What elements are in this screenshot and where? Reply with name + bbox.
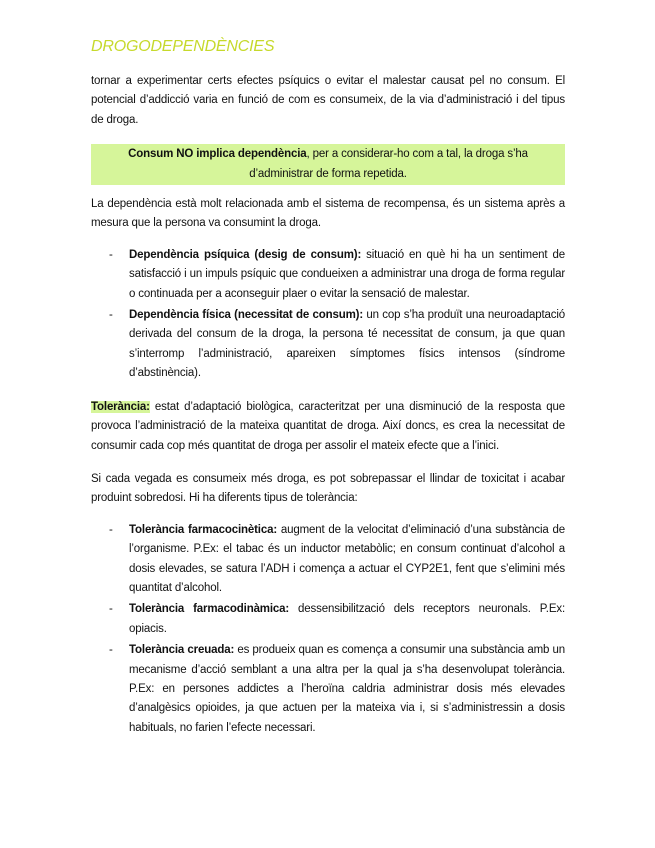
tolerance-term: Tolerància: [91,400,150,413]
list-item-term: Dependència física (necessitat de consum): [129,309,364,322]
tolerance-types-list [91,521,565,738]
tolerance-intro-paragraph: Si cada vegada es consumeix més droga, es pot sobrepassar el llindar de toxicitat i acabar produint sobredosi. Hi ha diferents tipus de tolerància: [91,472,565,505]
intro-paragraph: tornar a experimentar certs efectes psíquics o evitar el malestar causat pel no consum. El potencial d’addicció varia en funció de com es consumeix, de la via d’administració i del tipus de droga. [91,75,565,126]
list-item-text: dessensibilització dels receptors neuronals. P.Ex: opiacis. [129,603,565,635]
list-item-term: Tolerància creuada: [129,644,235,657]
callout-box [91,144,565,185]
tolerance-text: estat d’adaptació biològica, caracteritzat per una disminució de la resposta que provoca l’administració de la mateixa quantitat de droga. Així doncs, es crea la necessitat de consumir cada cop més quantitat de droga per assolir el mateix efecte que a l’inici. [91,400,565,452]
list-item-term: Tolerància farmacodinàmica: [129,603,290,616]
list-item [91,306,565,384]
list-item [91,641,565,738]
list-item-term: Dependència psíquica (desig de consum): [129,248,362,261]
list-item-text: situació en què hi ha un sentiment de satisfacció i un impuls psíquic que condueixen a administrar una droga de forma regular o continuada per a aconseguir plaer o evitar la sensació de malestar. [129,248,565,300]
dependence-types-list [91,246,565,384]
page-header-title: DROGODEPENDÈNCIES [91,38,275,55]
list-item-text: augment de la velocitat d’eliminació d’una substància de l’organisme. P.Ex: el tabac és un inductor metabòlic; en consum continuat d’alcohol a dosis elevades, se satura l’ADH i comença a actuar el CYP2E1, fent que s’elimini més quantitat d’alcohol. [129,523,566,594]
list-item-term: Tolerància farmacocinètica: [129,523,278,536]
list-dash: - [109,523,113,536]
callout-text: , per a considerar-ho com a tal, la droga s’ha d’administrar de forma repetida. [249,148,528,180]
document-body [91,72,565,740]
list-item [91,246,565,304]
list-item [91,521,565,599]
list-dash: - [109,309,113,322]
list-dash: - [109,248,113,261]
list-item [91,600,565,639]
callout-bold: Consum NO implica dependència [128,148,307,161]
list-item-text: es produeix quan es comença a consumir una substància amb un mecanisme d’acció semblant a una altra per la qual ja s’ha desenvolupat tolerància. P.Ex: en persones addictes a l’heroïna caldria administrar dosis més elevades d’analgèsics opioides, ja que actuen per la mateixa via i, si s’administressin a dosis habituals, no farien l’efecte necessari. [129,644,565,734]
list-dash: - [109,603,113,616]
list-dash: - [109,644,113,657]
dependence-intro-paragraph: La dependència està molt relacionada amb el sistema de recompensa, és un sistema après a mesura que la persona va consumint la droga. [91,198,565,230]
tolerance-paragraph [91,398,565,456]
list-item-text: un cop s’ha produït una neuroadaptació derivada del consum de la droga, la persona té necessitat de consum, ja que quan s’interromp l’administració, apareixen símptomes físics intensos (síndrome d’abstinència). [129,309,566,380]
